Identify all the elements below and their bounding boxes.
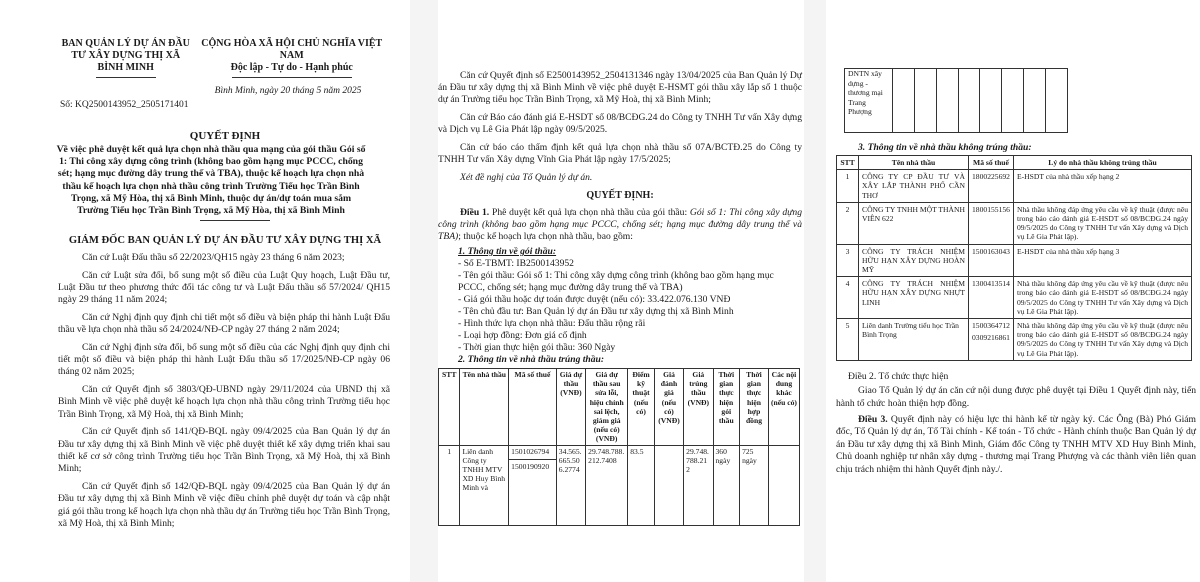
info-line: - Tên chủ đầu tư: Ban Quản lý dự án Đầu tư xây dựng thị xã Bình Minh: [458, 306, 734, 317]
table-row: [837, 202, 1192, 244]
divider: [96, 77, 156, 78]
article-label: Điều 1.: [460, 207, 490, 218]
loser-table: [836, 155, 1192, 361]
org-line: TƯ XÂY DỰNG THỊ XÃ: [71, 50, 181, 61]
cell-name: CÔNG TY TRÁCH NHIỆM HỮU HẠN XÂY DỰNG HOÀN MỸ: [859, 244, 969, 277]
cell-name: CÔNG TY TRÁCH NHIỆM HỮU HẠN XÂY DỰNG NHỰT LINH: [859, 277, 969, 319]
cell-time-contract: 725 ngày: [740, 445, 769, 525]
cell-eval: [654, 445, 683, 525]
cell-tax: 1300413514: [969, 277, 1014, 319]
header-row: [0, 0, 410, 78]
article-text: Quyết định này có hiệu lực thi hành kể từ ngày ký. Các Ông (Bà) Phó Giám đốc, Tổ Quản lý dự án, Tổ Tài chính - Kế toán - Tổ chức - Hành chính thuộc Ban Quản lý dự án Đầu tư xây dựng thị xã Bình Minh, Giám đốc Công ty TNHH MTV XD Huy Bình Minh, Chủ doanh nghiệp tư nhân xây dựng - thương mại Trang Phượng và các thành viên liên quan chịu trách nhiệm thi hành Quyết định này./.: [836, 414, 1197, 475]
cell-reason: E-HSDT của nhà thầu xếp hạng 3: [1013, 244, 1191, 277]
place-date: Bình Minh, ngày 20 tháng 5 năm 2025: [214, 86, 362, 96]
table-row: [837, 277, 1192, 319]
section-title: 2. Thông tin về nhà thầu trúng thầu:: [458, 354, 605, 365]
col-header: Lý do nhà thầu không trúng thầu: [1013, 156, 1191, 170]
cell-tax: 1800155156: [969, 202, 1014, 244]
section-title: 3. Thông tin về nhà thầu không trúng thầu:: [858, 142, 1032, 153]
nation-line: CỘNG HÒA XÃ HỘI CHỦ NGHĨA VIỆT NAM: [201, 38, 383, 61]
col-header: Mã số thuế: [969, 156, 1014, 170]
col-header: Giá dự thầu sau sửa lỗi, hiệu chỉnh sai lệch, giảm giá (nếu có) (VNĐ): [586, 369, 628, 446]
page-gap: [804, 0, 826, 582]
cell-score: 83.5: [628, 445, 655, 525]
tax-code: 1501026794: [511, 446, 550, 456]
cell-name: CÔNG TY CP ĐẦU TƯ VÀ XÂY LẮP THÀNH PHỐ CẦN THƠ: [859, 170, 969, 203]
cell-name: Liên danh Trường tiểu học Trần Bình Trọng: [859, 319, 969, 361]
tax-code: 0309216861: [972, 333, 1010, 343]
document-page-3: [826, 0, 1200, 582]
winner-table: [438, 368, 800, 526]
info-line: - Giá gói thầu hoặc dự toán được duyệt (nếu có): 33.422.076.130 VNĐ: [458, 294, 731, 305]
page-gap: [410, 0, 438, 582]
cell-stt: 4: [837, 277, 859, 319]
cell-other: [768, 445, 799, 525]
article-3: [826, 414, 1200, 476]
cell-stt: 3: [837, 244, 859, 277]
col-header: Giá trúng thầu (VNĐ): [684, 369, 713, 446]
table-header-row: [439, 369, 800, 446]
national-motto: [195, 38, 388, 78]
cell-bid-adjusted: 29.748.788.212.7408: [586, 445, 628, 525]
info-line: - Số E-TBMT: IB2500143952: [458, 258, 574, 269]
col-header: Tên nhà thầu: [859, 156, 969, 170]
table-row: [837, 244, 1192, 277]
article-text: ; thuộc kế hoạch lựa chọn nhà thầu, bao gồm:: [458, 231, 633, 242]
paragraph: Căn cứ Báo cáo đánh giá E-HSDT số 08/BCĐG.24 do Công ty TNHH Tư vấn Xây dựng và Dịch vụ Lê Gia Phát lập ngày 09/5/2025.: [438, 112, 802, 135]
table-row: [845, 69, 1068, 133]
cell-name: Liên danh Công ty TNHH MTV XD Huy Bình Minh và: [460, 445, 509, 525]
info-line: - Hình thức lựa chọn nhà thầu: Đấu thầu rộng rãi: [458, 318, 646, 329]
table-row: [439, 445, 800, 525]
cell-bid: 34.565.665.506.2774: [556, 445, 585, 525]
article-2-title: Điều 2. Tổ chức thực hiện: [848, 370, 949, 382]
paragraph: Căn cứ Nghị định quy định chi tiết một số điều và biện pháp thi hành Luật Đấu thầu về lựa chọn nhà thầu số 24/2024/NĐ-CP ngày 27 tháng 2 năm 2024;: [58, 311, 390, 336]
paragraph: Căn cứ Quyết định số 3803/QĐ-UBND ngày 29/11/2024 của UBND thị xã Bình Minh về việc phê duyệt kế hoạch lựa chọn nhà thầu công trình Trường tiểu học Trần Bình Trọng, xã Mỹ Hoà, thị xã Bình Minh;: [58, 383, 390, 420]
article-2-text: Giao Tổ Quản lý dự án căn cứ nội dung được phê duyệt tại Điều 1 Quyết định này, tiến hành tổ chức hoàn thiện hợp đồng.: [836, 385, 1196, 409]
cell-reason: Nhà thầu không đáp ứng yêu cầu về kỹ thuật (được nêu trong báo cáo đánh giá E-HSDT số 08/BCĐG.24 ngày 09/5/2025 do Công ty TNHH Tư vấn Xây dựng và Dịch vụ Lê Gia Phát lập).: [1013, 202, 1191, 244]
info-line: - Tên gói thầu: Gói số 1: Thi công xây dựng công trình (không bao gồm hạng mục PCCC, chống sét; hạng mục đường dây trung thế và TBA): [458, 270, 774, 293]
cell-stt: 5: [837, 319, 859, 361]
col-header: Thời gian thực hiện gói thầu: [713, 369, 740, 446]
tax-code: 1500190920: [509, 459, 556, 471]
col-header: STT: [837, 156, 859, 170]
col-header: Thời gian thực hiện hợp đồng: [740, 369, 769, 446]
org-line: BÌNH MINH: [97, 62, 154, 73]
col-header: Điểm kỹ thuật (nếu có): [628, 369, 655, 446]
section-title: 1. Thông tin về gói thầu:: [458, 246, 557, 257]
col-header: Tên nhà thầu: [460, 369, 509, 446]
cell-tax: 1500163043: [969, 244, 1014, 277]
table-header-row: [837, 156, 1192, 170]
article-text: Phê duyệt kết quả lựa chọn nhà thầu của gói thầu:: [489, 207, 690, 218]
cell-time-package: 360 ngày: [713, 445, 740, 525]
decision-heading: QUYẾT ĐỊNH:: [586, 190, 654, 201]
paragraph: Căn cứ Quyết định số 141/QĐ-BQL ngày 09/4/2025 của Ban Quản lý dự án Đầu tư xây dựng thị xã Bình Minh về việc phê duyệt thiết kế xây dựng triển khai sau thiết kế cơ sở công trình Trường tiểu học Trần Bình Trọng, xã Mỹ Hoà, thị xã Bình Minh;: [58, 426, 390, 475]
motto-line: Độc lập - Tự do - Hạnh phúc: [230, 62, 353, 73]
cell-award: 29.748.788.212: [684, 445, 713, 525]
document-title: QUYẾT ĐỊNH: [189, 130, 261, 142]
col-header: Giá dự thầu (VNĐ): [556, 369, 585, 446]
cell-reason: Nhà thầu không đáp ứng yêu cầu về kỹ thuật (được nêu trong báo cáo đánh giá E-HSDT số 08/BCĐG.24 ngày 09/5/2025 do Công ty TNHH Tư vấn Xây dựng và Dịch vụ Lê Gia Phát lập).: [1013, 277, 1191, 319]
org-line: BAN QUẢN LÝ DỰ ÁN ĐẦU: [61, 38, 190, 49]
paragraph: Căn cứ Quyết định số E2500143952_2504131346 ngày 13/04/2025 của Ban Quản lý Dự án Đầu tư xây dựng thị xã Bình Minh về việc phê duyệt E-HSMT gói thầu xây lắp số 1 thuộc dự án Trường tiểu học Trần Bình Trọng, xã Mỹ Hoà, thị xã Bình Minh;: [438, 70, 802, 105]
article-1: [438, 207, 802, 243]
document-subject: Về việc phê duyệt kết quả lựa chọn nhà thầu qua mạng của gói thầu Gói số 1: Thi công xây dựng công trình (không bao gồm hạng mục PCCC, chống sét; hạng mục đường dây trung thế và TBA), thuộc kế hoạch lựa chọn nhà thầu kế hoạch lựa chọn nhà thầu công trình Trường Tiểu học Trần Bình Trọng, xã Mỹ Hòa, thị xã Bình Minh, thuộc dự án/dự toán mua sắm Trường Tiểu học Trần Bình Trọng, xã Mỹ Hòa, thị xã Bình Minh: [56, 144, 366, 217]
document-page-2: [438, 0, 804, 582]
paragraph: Căn cứ Luật Đấu thầu số 22/2023/QH15 ngày 23 tháng 6 năm 2023;: [82, 252, 345, 264]
divider: [232, 77, 352, 78]
cell-name-continued: DNTN xây dựng - thương mại Trang Phượng: [845, 69, 893, 133]
paragraph: Căn cứ Luật sửa đổi, bổ sung một số điều của Luật Quy hoạch, Luật Đầu tư, Luật Đầu tư theo phương thức đối tác công tư và Luật Đấu thầu số 57/2024/ QH15 ngày 29 tháng 11 năm 2024;: [58, 269, 390, 306]
document-number: Số: KQ2500143952_2505171401: [60, 100, 189, 110]
cell-stt: 1: [439, 445, 460, 525]
paragraph: Xét đề nghị của Tổ Quản lý dự án.: [460, 172, 593, 183]
col-header: Giá đánh giá (nếu có) (VNĐ): [654, 369, 683, 446]
issuing-org: [56, 38, 195, 78]
cell-stt: 1: [837, 170, 859, 203]
tax-code: 1500364712: [972, 321, 1010, 331]
winner-table-continued: [844, 68, 1068, 133]
cell-reason: E-HSDT của nhà thầu xếp hạng 2: [1013, 170, 1191, 203]
cell-tax: 1800225692: [969, 170, 1014, 203]
package-name: Gói số 1: Thi công xây dựng công trình (không bao gồm hạng mục PCCC, chống sét; hạng mục đường dây trung thế và TBA): [438, 207, 802, 242]
legal-bases: [0, 252, 410, 530]
divider: [200, 220, 270, 221]
director-title: GIÁM ĐỐC BAN QUẢN LÝ DỰ ÁN ĐẦU TƯ XÂY DỰNG THỊ XÃ: [68, 235, 382, 247]
table-row: [837, 170, 1192, 203]
cell-reason: Nhà thầu không đáp ứng yêu cầu về kỹ thuật (được nêu trong báo cáo đánh giá E-HSDT số 08/BCĐG.24 ngày 09/5/2025 do Công ty TNHH Tư vấn Xây dựng và Dịch vụ Lê Gia Phát lập).: [1013, 319, 1191, 361]
col-header: Mã số thuế: [509, 369, 557, 446]
paragraph: Căn cứ báo cáo thẩm định kết quả lựa chọn nhà thầu số 07A/BCTĐ.25 do Công ty TNHH Tư vấn Xây dựng Vĩnh Gia Phát lập ngày 17/5/2025;: [438, 142, 802, 165]
cell-tax: [509, 445, 557, 525]
article-label: Điều 3.: [858, 414, 888, 426]
cell-name: CÔNG TY TNHH MỘT THÀNH VIÊN 622: [859, 202, 969, 244]
cell-tax: [969, 319, 1014, 361]
info-line: - Loại hợp đồng: Đơn giá cố định: [458, 330, 587, 341]
paragraph: Căn cứ Quyết định số 142/QĐ-BQL ngày 09/4/2025 của Ban Quản lý dự án Đầu tư xây dựng thị xã Bình Minh về việc điều chỉnh phê duyệt dự toán và cập nhật giá gói thầu trong kế hoạch lựa chọn nhà thầu dự án Trường tiểu học Trần Bình Trọng, xã Mỹ Hoà, thị xã Bình Minh;: [58, 480, 390, 529]
table-row: [837, 319, 1192, 361]
cell-stt: 2: [837, 202, 859, 244]
info-line: - Thời gian thực hiện gói thầu: 360 Ngày: [458, 342, 616, 353]
paragraph: Căn cứ Nghị định sửa đổi, bổ sung một số điều của các Nghị định quy định chi tiết một số điều và biện pháp thi hành Luật Đấu thầu số 17/2025/NĐ-CP ngày 06 tháng 02 năm 2025;: [58, 341, 390, 378]
document-page-1: [0, 0, 410, 582]
col-header: Các nội dung khác (nếu có): [768, 369, 799, 446]
col-header: STT: [439, 369, 460, 446]
